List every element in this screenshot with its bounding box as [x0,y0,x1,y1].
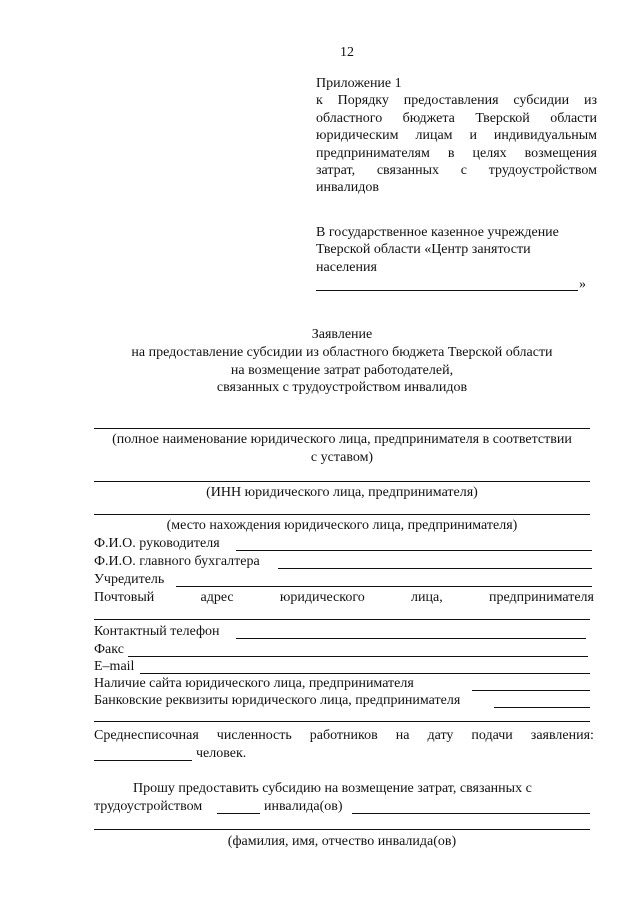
request-line-1: Прошу предоставить субсидию на возмещение затрат, связанных с [133,781,532,796]
invalid-name-caption: (фамилия, имя, отчество инвалида(ов) [227,834,457,849]
postal-address-field-line[interactable] [94,619,590,620]
appendix-line-1: к Порядку предоставления субсидии из [316,93,597,108]
headcount-word-6: подачи [471,728,513,743]
phone-field-line[interactable] [236,638,586,639]
email-label: E–mail [94,659,135,674]
heading-line-1: на предоставление субсидии из областного бюджета Тверской области [131,345,553,360]
recipient-closing-quote: » [579,277,586,292]
request-prefix: трудоустройством [94,799,203,814]
postal-word-2: адрес [200,590,234,605]
headcount-word-1: Среднесписочная [94,728,199,743]
recipient-blank-line [316,290,578,291]
headcount-word-2: численность [216,728,292,743]
appendix-last-line: инвалидов [316,180,379,195]
chief-accountant-label: Ф.И.О. главного бухгалтера [94,554,260,569]
recipient-line-1: В государственное казенное учреждение [316,225,559,240]
headcount-word-4: на [395,728,410,743]
fax-field-line[interactable] [128,656,588,657]
inn-field-line[interactable] [94,481,590,482]
headcount-label [94,727,594,744]
postal-word-1: Почтовый [94,590,155,605]
headcount-word-5: дату [427,728,454,743]
form-title: Заявление [311,327,373,342]
heading-line-3: связанных с трудоустройством инвалидов [216,380,468,395]
manager-label: Ф.И.О. руководителя [94,536,220,551]
request-middle: инвалида(ов) [264,799,343,814]
email-field-line[interactable] [140,673,590,674]
founder-field-line[interactable] [176,586,592,587]
appendix-line-2: областного бюджета Тверской области [316,111,597,126]
full-name-caption-2: с уставом) [310,450,374,465]
phone-label: Контактный телефон [94,624,220,639]
full-name-caption-1: (полное наименование юридического лица, предпринимателя в соответствии [112,432,572,447]
inn-caption: (ИНН юридического лица, предпринимателя) [206,485,478,500]
recipient-line-3: населения [316,260,377,275]
invalid-name-field-line[interactable] [94,829,590,830]
location-caption: (место нахождения юридического лица, предпринимателя) [166,518,518,533]
manager-field-line[interactable] [236,550,592,551]
headcount-word-3: работников [309,728,378,743]
invalid-count-field-line[interactable] [217,813,260,814]
chief-accountant-field-line[interactable] [278,568,592,569]
appendix-line-5: затрат, связанных с трудоустройством [316,163,597,178]
website-field-line[interactable] [472,690,590,691]
postal-word-3: юридического [279,590,365,605]
appendix-line-3: юридическим лицам и индивидуальным [316,128,597,143]
headcount-word-7: заявления: [530,728,594,743]
full-name-field-line[interactable] [94,428,590,429]
postal-word-5: предпринимателя [488,590,594,605]
recipient-line-2: Тверской области «Центр занятости [316,242,531,257]
postal-word-4: лица, [411,590,443,605]
headcount-field-line[interactable] [94,760,192,761]
fax-label: Факс [94,642,124,657]
bank-details-field-line-2[interactable] [94,721,590,722]
heading-line-2: на возмещение затрат работодателей, [230,363,454,378]
appendix-line-4: предпринимателям в целях возмещения [316,146,597,161]
page-number: 12 [340,45,354,60]
appendix-title: Приложение 1 [316,76,402,91]
headcount-unit: человек. [196,746,247,761]
bank-details-label: Банковские реквизиты юридического лица, предпринимателя [94,693,461,708]
postal-address-label [94,589,594,606]
bank-details-field-line[interactable] [494,707,590,708]
location-field-line[interactable] [94,514,590,515]
founder-label: Учредитель [94,572,165,587]
website-label: Наличие сайта юридического лица, предпринимателя [94,676,414,691]
request-field-line[interactable] [352,813,590,814]
